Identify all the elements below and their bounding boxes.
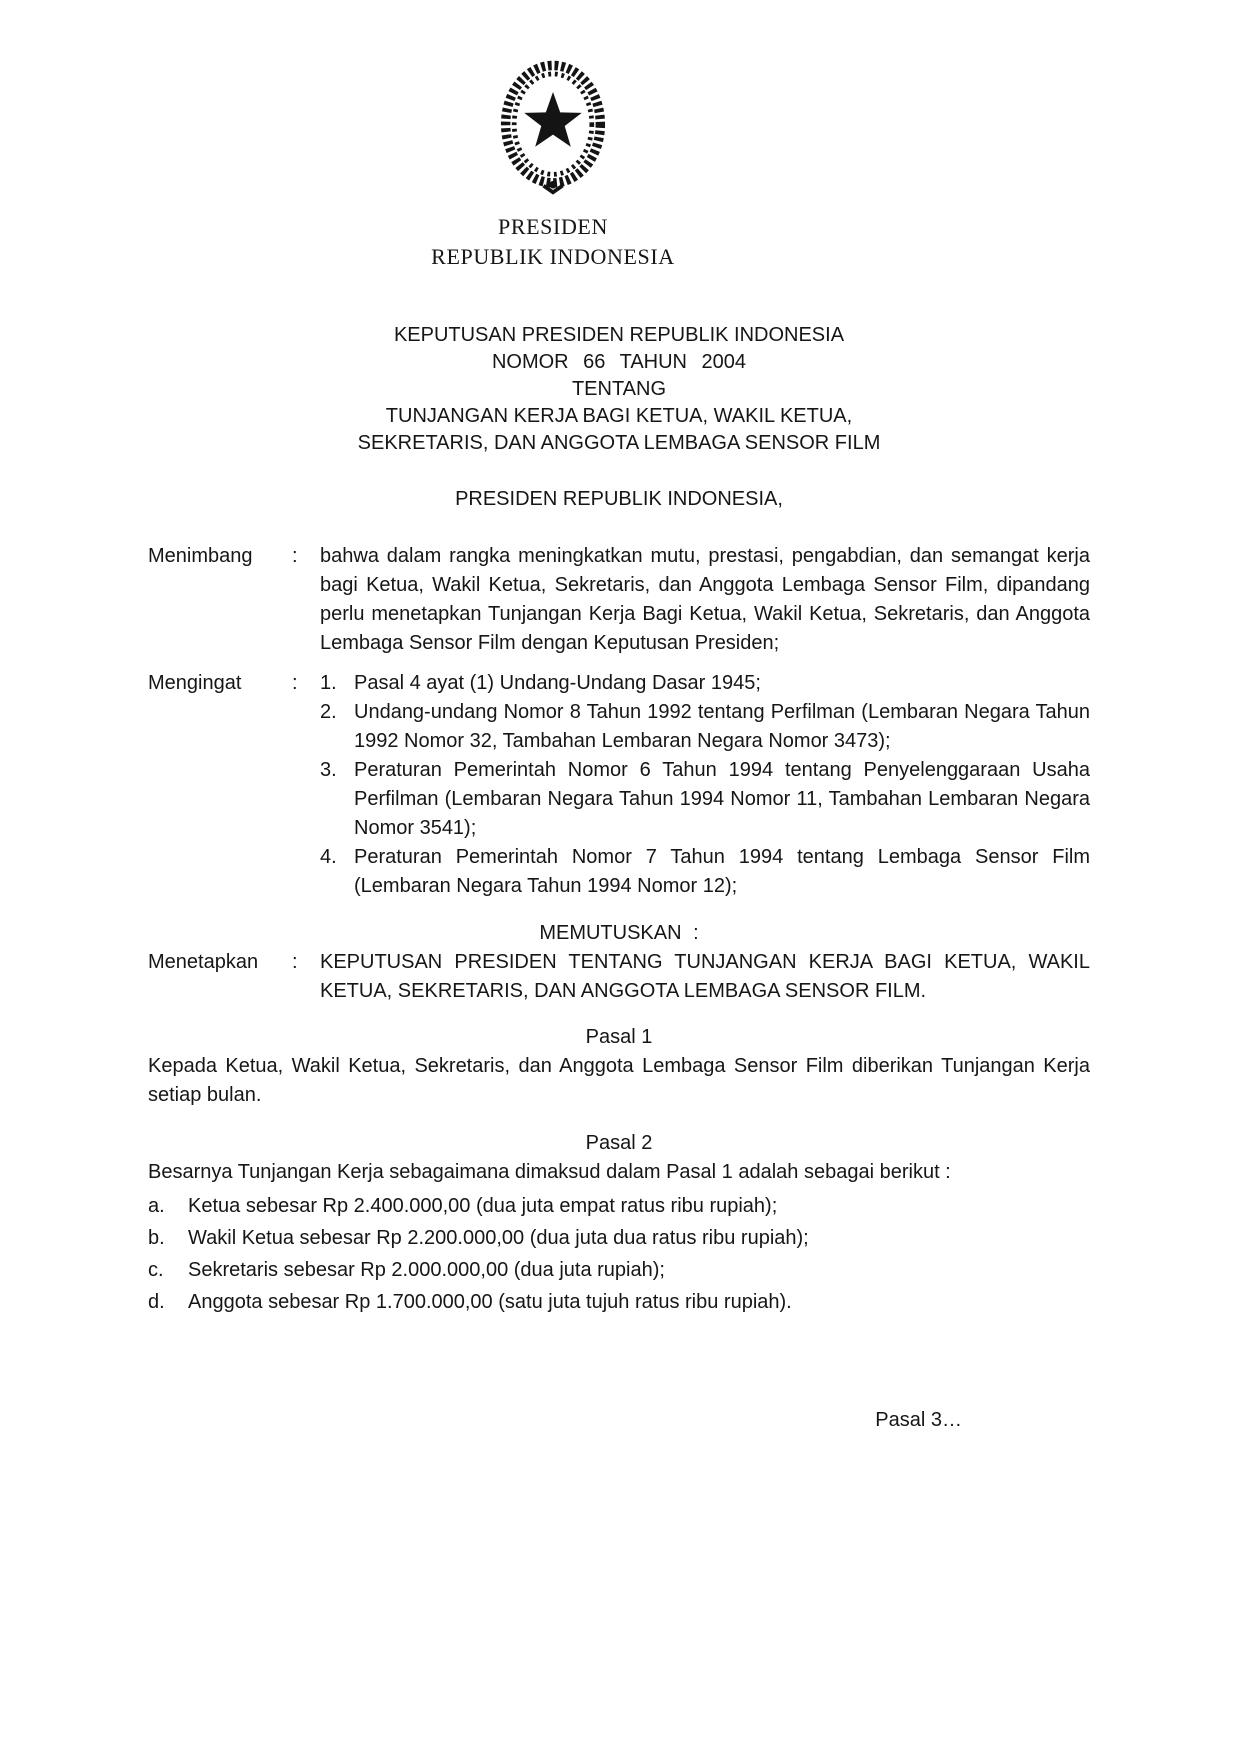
pasal-2-item-a-letter: a. — [148, 1195, 165, 1217]
mengingat-item-1 — [320, 669, 1090, 698]
decree-title-block — [148, 322, 1090, 457]
decree-number-line: NOMOR 66 TAHUN 2004 — [491, 351, 747, 373]
menimbang-colon: : — [292, 545, 298, 567]
letterhead-republik-indonesia: REPUBLIK INDONESIA — [431, 244, 675, 269]
memutuskan-heading: MEMUTUSKAN : — [539, 922, 699, 944]
mengingat-item-2-number: 2. — [320, 701, 337, 723]
pasal-2-intro: Besarnya Tunjangan Kerja sebagaimana dimaksud dalam Pasal 1 adalah sebagai berikut : — [148, 1161, 951, 1183]
menimbang-text: bahwa dalam rangka meningkatkan mutu, prestasi, pengabdian, dan semangat kerja bagi Ketua, Wakil Ketua, Sekretaris, dan Anggota Lembaga Sensor Film, dipandang perlu menetapkan Tunjangan Kerja Bagi Ketua, Wakil Ketua, Sekretaris, dan Anggota Lembaga Sensor Film dengan Keputusan Presiden; — [320, 545, 1090, 654]
menimbang-section — [148, 542, 1090, 658]
pasal-2-item-b-letter: b. — [148, 1227, 165, 1249]
pasal-2-item-a-text: Ketua sebesar Rp 2.400.000,00 (dua juta empat ratus ribu rupiah); — [188, 1195, 778, 1217]
presidential-star-wreath-emblem-icon — [496, 56, 610, 198]
mengingat-list — [320, 669, 1090, 901]
pasal-2-item-c-text: Sekretaris sebesar Rp 2.000.000,00 (dua juta rupiah); — [188, 1259, 665, 1281]
pasal-2-item-b — [148, 1222, 1090, 1254]
mengingat-section — [148, 669, 1090, 901]
mengingat-colon: : — [292, 672, 298, 694]
pasal-2-item-a — [148, 1190, 1090, 1222]
pasal-2-heading: Pasal 2 — [585, 1132, 653, 1154]
pasal-1-paragraph: Kepada Ketua, Wakil Ketua, Sekretaris, dan Anggota Lembaga Sensor Film diberikan Tunjangan Kerja setiap bulan. — [148, 1055, 1090, 1106]
menetapkan-label: Menetapkan — [148, 951, 259, 973]
decree-subject-line-1: TUNJANGAN KERJA BAGI KETUA, WAKIL KETUA, — [385, 405, 853, 427]
mengingat-item-1-text: Pasal 4 ayat (1) Undang-Undang Dasar 1945; — [354, 672, 761, 694]
pasal-2-item-d-letter: d. — [148, 1291, 165, 1313]
mengingat-label: Mengingat — [148, 672, 242, 694]
mengingat-item-4-text: Peraturan Pemerintah Nomor 7 Tahun 1994 tentang Lembaga Sensor Film (Lembaran Negara Tahun 1994 Nomor 12); — [354, 846, 1090, 897]
mengingat-item-4 — [320, 843, 1090, 901]
salutation-line: PRESIDEN REPUBLIK INDONESIA, — [455, 488, 783, 510]
menetapkan-section — [148, 948, 1090, 1006]
page-catchword: Pasal 3… — [875, 1409, 962, 1431]
pasal-2-item-c — [148, 1254, 1090, 1286]
menetapkan-text: KEPUTUSAN PRESIDEN TENTANG TUNJANGAN KERJA BAGI KETUA, WAKIL KETUA, SEKRETARIS, DAN ANGGOTA LEMBAGA SENSOR FILM. — [320, 951, 1090, 1002]
mengingat-item-3-number: 3. — [320, 759, 337, 781]
pasal-2-item-c-letter: c. — [148, 1259, 164, 1281]
letterhead — [148, 56, 1090, 272]
pasal-2-list — [148, 1190, 1090, 1318]
decree-tentang-line: TENTANG — [571, 378, 667, 400]
decree-subject-line-2: SEKRETARIS, DAN ANGGOTA LEMBAGA SENSOR FILM — [357, 432, 881, 454]
mengingat-item-3 — [320, 756, 1090, 843]
mengingat-item-2-text: Undang-undang Nomor 8 Tahun 1992 tentang Perfilman (Lembaran Negara Tahun 1992 Nomor 32, Tambahan Lembaran Negara Nomor 3473); — [354, 701, 1090, 752]
pasal-2-item-b-text: Wakil Ketua sebesar Rp 2.200.000,00 (dua juta dua ratus ribu rupiah); — [188, 1227, 809, 1249]
pasal-2-item-d-text: Anggota sebesar Rp 1.700.000,00 (satu juta tujuh ratus ribu rupiah). — [188, 1291, 792, 1313]
letterhead-presiden: PRESIDEN — [498, 214, 608, 239]
pasal-2-item-d — [148, 1286, 1090, 1318]
mengingat-item-3-text: Peraturan Pemerintah Nomor 6 Tahun 1994 tentang Penyelenggaraan Usaha Perfilman (Lembaran Negara Tahun 1994 Nomor 11, Tambahan Lembaran Negara Nomor 3541); — [354, 759, 1090, 839]
menimbang-label: Menimbang — [148, 545, 253, 567]
decree-title-line: KEPUTUSAN PRESIDEN REPUBLIK INDONESIA — [393, 324, 845, 346]
mengingat-item-2 — [320, 698, 1090, 756]
mengingat-item-1-number: 1. — [320, 672, 337, 694]
pasal-1-heading: Pasal 1 — [585, 1026, 653, 1048]
mengingat-item-4-number: 4. — [320, 846, 337, 868]
menetapkan-colon: : — [292, 951, 298, 973]
